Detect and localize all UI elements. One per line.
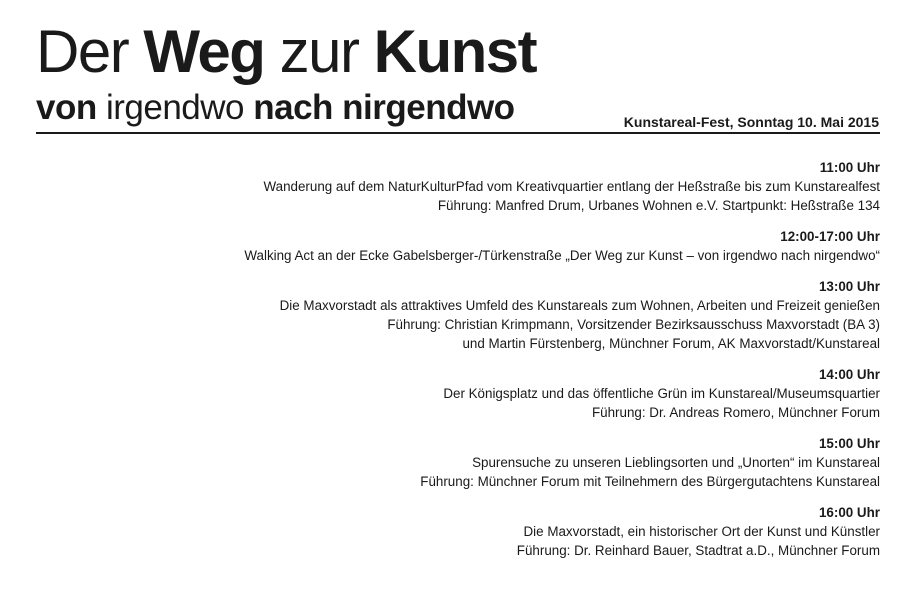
subtitle-word-von: von (36, 88, 97, 127)
schedule-slot (20, 158, 880, 215)
slot-description: Die Maxvorstadt als attraktives Umfeld des Kunstareals zum Wohnen, Arbeiten und Freizeit genießen (279, 298, 880, 313)
slot-description: Der Königsplatz und das öffentliche Grün im Kunstareal/Museumsquartier (443, 386, 880, 401)
slot-time: 13:00 Uhr (818, 279, 880, 294)
slot-guide: und Martin Fürstenberg, Münchner Forum, AK Maxvorstadt/Kunstareal (462, 336, 880, 351)
schedule-slot (20, 503, 880, 560)
header-divider (36, 132, 880, 134)
slot-time: 15:00 Uhr (818, 436, 880, 451)
slot-guide: Führung: Dr. Andreas Romero, Münchner Forum (591, 405, 880, 420)
subtitle-word-irgendwo: irgendwo (96, 88, 254, 127)
title-word-kunst: Kunst (373, 18, 537, 85)
slot-guide: Führung: Dr. Reinhard Bauer, Stadtrat a.D., Münchner Forum (516, 543, 880, 558)
slot-time: 16:00 Uhr (818, 505, 880, 520)
slot-guide: Führung: Christian Krimpmann, Vorsitzender Bezirksausschuss Maxvorstadt (BA 3) (387, 317, 880, 332)
event-date: Kunstareal-Fest, Sonntag 10. Mai 2015 (623, 114, 879, 130)
slot-guide: Führung: Manfred Drum, Urbanes Wohnen e.V. Startpunkt: Heßstraße 134 (437, 198, 880, 213)
slot-description: Walking Act an der Ecke Gabelsberger-/Türkenstraße „Der Weg zur Kunst – von irgendwo nach nirgendwo“ (244, 248, 880, 263)
title-word-zur: zur (264, 18, 374, 85)
slot-time: 14:00 Uhr (818, 367, 880, 382)
schedule-list (20, 158, 880, 572)
subtitle-word-nach-nirgendwo: nach nirgendwo (253, 88, 515, 127)
schedule-slot (20, 434, 880, 491)
schedule-slot (20, 227, 880, 265)
slot-time: 11:00 Uhr (819, 160, 880, 175)
slot-guide: Führung: Münchner Forum mit Teilnehmern des Bürgergutachtens Kunstareal (420, 474, 880, 489)
slot-time: 12:00-17:00 Uhr (780, 229, 880, 244)
slot-description: Spurensuche zu unseren Lieblingsorten und „Unorten“ im Kunstareal (472, 455, 880, 470)
schedule-slot (20, 277, 880, 353)
title-word-der: Der (36, 18, 144, 85)
title-word-weg: Weg (143, 18, 265, 85)
page-subtitle (36, 88, 515, 128)
slot-description: Wanderung auf dem NaturKulturPfad vom Kreativquartier entlang der Heßstraße bis zum Kunstarealfest (263, 179, 880, 194)
slot-description: Die Maxvorstadt, ein historischer Ort der Kunst und Künstler (523, 524, 880, 539)
schedule-slot (20, 365, 880, 422)
page-title (36, 16, 536, 88)
